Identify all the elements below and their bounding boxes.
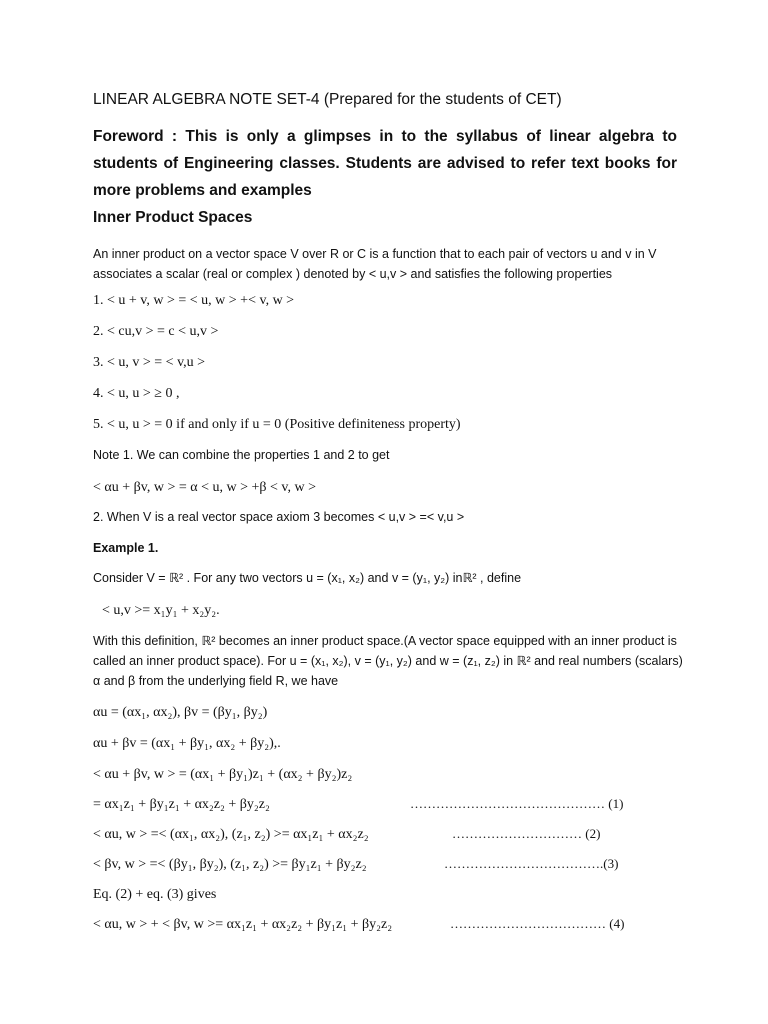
equation-3: < βv, w > =< (βy₁, βy₂), (z₁, z₂) >= βy₁z₁ + βy₂z₂ [93, 857, 367, 872]
equation-1-label: ……………………………………… (1) [410, 796, 624, 811]
intro-paragraph: An inner product on a vector space V over R or C is a function that to each pair of vectors u and v in V associates a scalar (real or complex ) denoted by < u,v > and satisfies the following properties [93, 247, 657, 281]
section-heading: Inner Product Spaces [93, 209, 253, 226]
equation-linear-combination: αu + βv = (αx₁ + βy₁, αx₂ + βy₂),. [93, 736, 281, 751]
equation-4: < αu, w > + < βv, w >= αx₁z₁ + αx₂z₂ + βy₁z₁ + βy₂z₂ [93, 917, 393, 932]
equation-2-label: ………………………… (2) [452, 826, 601, 841]
equation-3-label: ……………………………….(3) [444, 856, 619, 871]
property-2: 2. < cu,v > = c < u,v > [93, 324, 219, 339]
property-1: 1. < u + v, w > = < u, w > +< v, w > [93, 293, 295, 308]
equation-1: = αx₁z₁ + βy₁z₁ + αx₂z₂ + βy₂z₂ [93, 797, 270, 812]
example-definition: < u,v >= x₁y₁ + x₂y₂. [102, 603, 220, 618]
equation-scalar-mult: αu = (αx₁, αx₂), βv = (βy₁, βy₂) [93, 705, 268, 720]
equation-sum-text: Eq. (2) + eq. (3) gives [93, 887, 217, 902]
note-1: Note 1. We can combine the properties 1 and 2 to get [93, 448, 390, 462]
property-3: 3. < u, v > = < v,u > [93, 355, 206, 370]
equation-inner-product-expand: < αu + βv, w > = (αx₁ + βy₁)z₁ + (αx₂ + βy₂)z₂ [93, 767, 353, 782]
equation-2: < αu, w > =< (αx₁, αx₂), (z₁, z₂) >= αx₁z₁ + αx₂z₂ [93, 827, 369, 842]
example-consider: Consider V = ℝ² . For any two vectors u = (x₁, x₂) and v = (y₁, y₂) inℝ² , define [93, 571, 522, 585]
property-4: 4. < u, u > ≥ 0 , [93, 386, 180, 401]
with-definition-paragraph: With this definition, ℝ² becomes an inner product space.(A vector space equipped with an inner product is called an inner product space). For u = (x₁, x₂), v = (y₁, y₂) and w = (z₁, z₂) in ℝ² and real numbers (scalars) α and β from the underlying field R, we have [93, 634, 683, 688]
property-5: 5. < u, u > = 0 if and only if u = 0 (Positive definiteness property) [93, 417, 461, 432]
foreword-paragraph: Foreword : This is only a glimpses in to the syllabus of linear algebra to students of Engineering classes. Students are advised to refer text books for more problems and examples [93, 128, 677, 199]
document-title: LINEAR ALGEBRA NOTE SET-4 (Prepared for the students of CET) [93, 91, 562, 108]
example-label: Example 1. [93, 541, 159, 555]
note-2: 2. When V is a real vector space axiom 3 becomes < u,v > =< v,u > [93, 510, 465, 524]
note-1-equation: < αu + βv, w > = α < u, w > +β < v, w > [93, 480, 316, 495]
equation-4-label: ……………………………… (4) [450, 916, 625, 931]
